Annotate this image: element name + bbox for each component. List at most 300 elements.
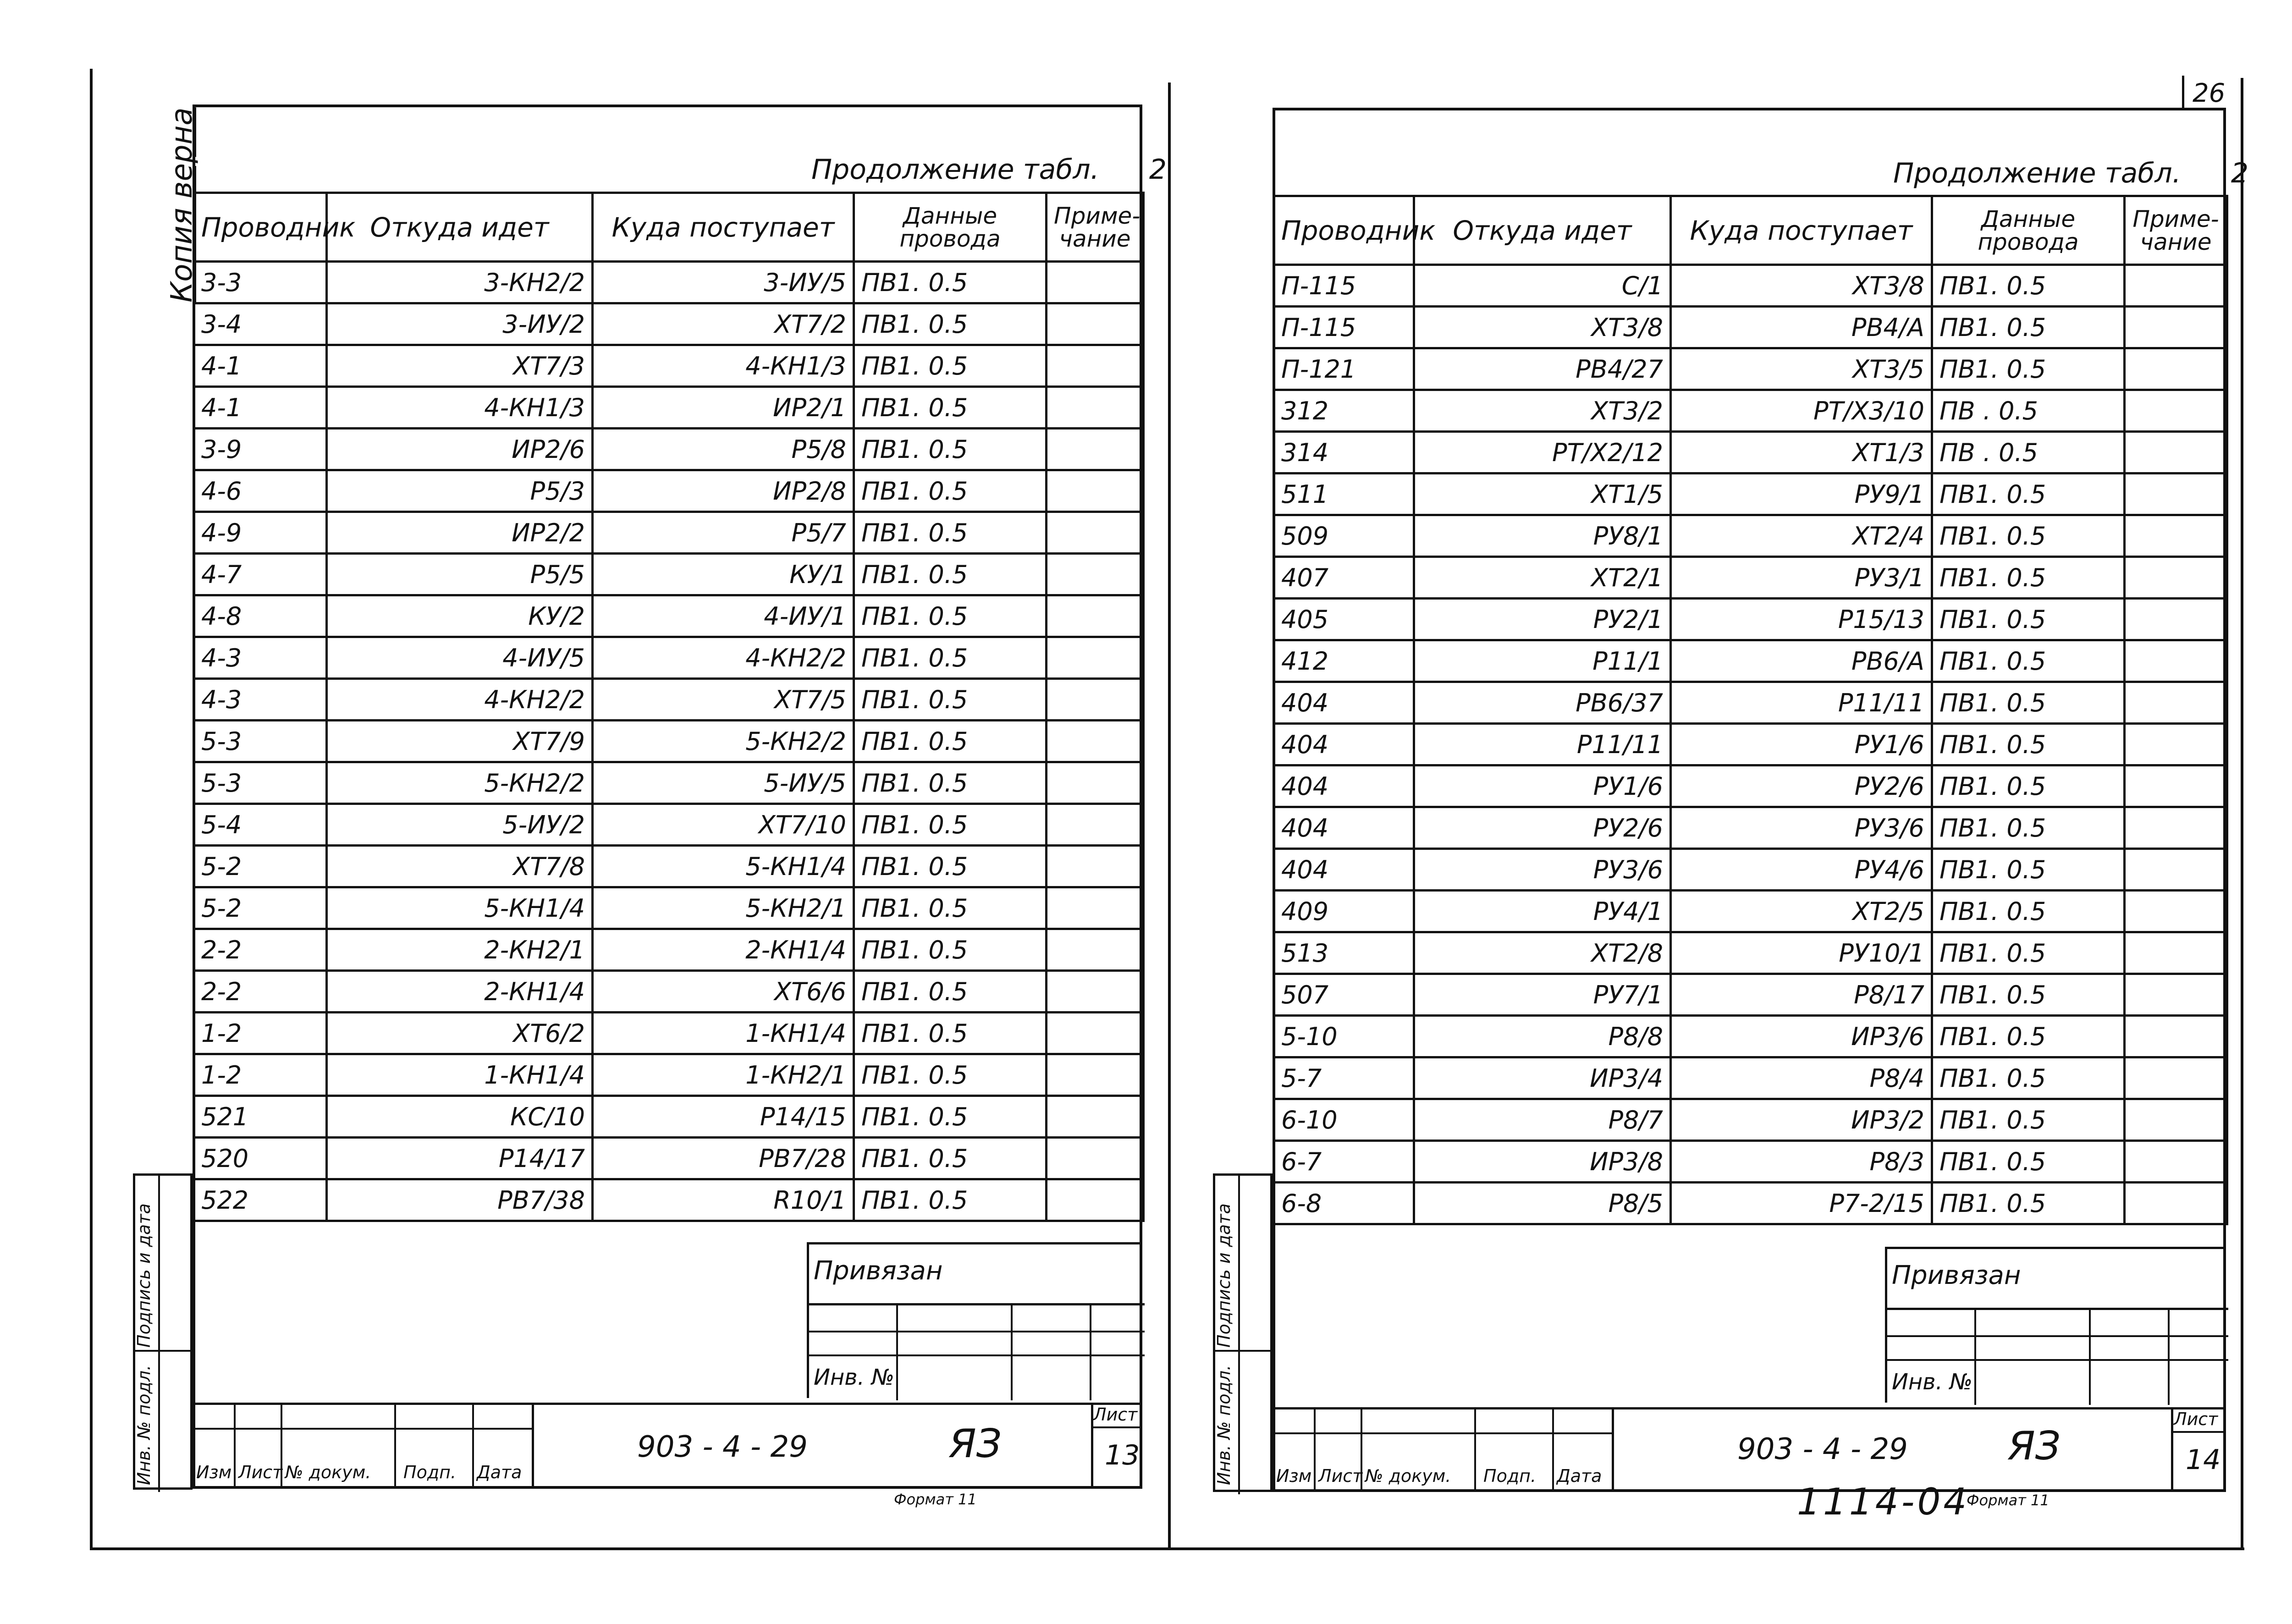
table-row bbox=[194, 1179, 1144, 1221]
table-row bbox=[194, 637, 1144, 679]
table-row bbox=[194, 721, 1144, 762]
table-row bbox=[1274, 1183, 2227, 1224]
col-header-conductor: Проводник bbox=[1274, 196, 1414, 265]
cell-wire-data: ПВ . 0.5 bbox=[1932, 432, 2125, 473]
cell-from: Р11/11 bbox=[1414, 724, 1671, 765]
cell-wire-data: ПВ1. 0.5 bbox=[854, 429, 1047, 470]
cell-conductor: 511 bbox=[1274, 473, 1414, 515]
col-header-to: Куда поступает bbox=[593, 193, 854, 262]
cell-note bbox=[1047, 1013, 1144, 1054]
table-row bbox=[194, 303, 1144, 345]
cell-note bbox=[2125, 682, 2227, 724]
left-stamp-v1 bbox=[234, 1403, 236, 1489]
table-row bbox=[194, 262, 1144, 303]
cell-note bbox=[2125, 348, 2227, 390]
cell-wire-data: ПВ1. 0.5 bbox=[854, 1179, 1047, 1221]
cell-to: ХТ7/2 bbox=[593, 303, 854, 345]
col-header-from: Откуда идет bbox=[327, 193, 593, 262]
cell-note bbox=[1047, 429, 1144, 470]
cell-conductor: 4-7 bbox=[194, 554, 327, 595]
table-row bbox=[194, 470, 1144, 512]
left-privyazan-vline-1 bbox=[896, 1303, 898, 1400]
cell-wire-data: ПВ1. 0.5 bbox=[1932, 348, 2125, 390]
right-stamp-podp: Подп. bbox=[1483, 1466, 1537, 1486]
cell-to: РУ10/1 bbox=[1671, 932, 1932, 974]
table-row bbox=[1274, 724, 2227, 765]
cell-from: ХТ2/1 bbox=[1414, 557, 1671, 599]
cell-conductor: 404 bbox=[1274, 682, 1414, 724]
cell-conductor: 5-3 bbox=[194, 721, 327, 762]
cell-conductor: 4-3 bbox=[194, 679, 327, 721]
cell-note bbox=[2125, 473, 2227, 515]
cell-conductor: 314 bbox=[1274, 432, 1414, 473]
cell-note bbox=[2125, 557, 2227, 599]
kopiya-verna-stamp: Копия верна bbox=[165, 107, 199, 303]
table-row bbox=[1274, 599, 2227, 640]
right-archive-number: 1114-04 bbox=[1797, 1481, 1970, 1523]
table-row bbox=[194, 554, 1144, 595]
cell-note bbox=[2125, 1183, 2227, 1224]
cell-conductor: 404 bbox=[1274, 765, 1414, 807]
cell-conductor: 409 bbox=[1274, 891, 1414, 932]
table-row bbox=[1274, 473, 2227, 515]
cell-from: Р11/1 bbox=[1414, 640, 1671, 682]
cell-wire-data: ПВ1. 0.5 bbox=[1932, 724, 2125, 765]
cell-from: РВ6/37 bbox=[1414, 682, 1671, 724]
cell-from: ХТ7/3 bbox=[327, 345, 593, 387]
cell-from: Р8/5 bbox=[1414, 1183, 1671, 1224]
cell-wire-data: ПВ1. 0.5 bbox=[854, 929, 1047, 971]
left-privyazan-line-3 bbox=[809, 1354, 1145, 1356]
col-header-note: Приме-чание bbox=[1047, 193, 1144, 262]
left-doc-code: 903 - 4 - 29 bbox=[637, 1430, 808, 1464]
cell-note bbox=[2125, 432, 2227, 473]
scan-left-edge bbox=[90, 69, 93, 1549]
cell-note bbox=[2125, 724, 2227, 765]
cell-note bbox=[2125, 765, 2227, 807]
cell-wire-data: ПВ1. 0.5 bbox=[854, 554, 1047, 595]
left-stamp-doc: № докум. bbox=[285, 1462, 371, 1482]
cell-conductor: 520 bbox=[194, 1138, 327, 1179]
cell-wire-data: ПВ1. 0.5 bbox=[854, 721, 1047, 762]
cell-to: Р5/7 bbox=[593, 512, 854, 554]
cell-to: ХТ7/5 bbox=[593, 679, 854, 721]
right-stamp-doc: № докум. bbox=[1365, 1466, 1451, 1486]
cell-to: 1-КН1/4 bbox=[593, 1013, 854, 1054]
cell-conductor: 4-1 bbox=[194, 345, 327, 387]
cell-note bbox=[2125, 599, 2227, 640]
cell-conductor: 3-3 bbox=[194, 262, 327, 303]
cell-to: ХТ3/8 bbox=[1671, 265, 1932, 307]
cell-wire-data: ПВ1. 0.5 bbox=[854, 262, 1047, 303]
right-inv-label: Инв. № bbox=[1892, 1369, 1973, 1395]
table-row bbox=[1274, 932, 2227, 974]
cell-to: Р8/3 bbox=[1671, 1141, 1932, 1183]
cell-conductor: П-121 bbox=[1274, 348, 1414, 390]
cell-from: ХТ1/5 bbox=[1414, 473, 1671, 515]
right-privyazan-line-1 bbox=[1887, 1308, 2228, 1310]
cell-wire-data: ПВ1. 0.5 bbox=[1932, 557, 2125, 599]
cell-wire-data: ПВ1. 0.5 bbox=[1932, 307, 2125, 348]
left-side-inv-podl: Инв. № подл. bbox=[134, 1365, 154, 1485]
cell-from: Р5/5 bbox=[327, 554, 593, 595]
cell-from: Р8/7 bbox=[1414, 1099, 1671, 1141]
cell-wire-data: ПВ1. 0.5 bbox=[854, 1054, 1047, 1096]
table-row bbox=[1274, 765, 2227, 807]
cell-from: ИР3/8 bbox=[1414, 1141, 1671, 1183]
cell-from: Р5/3 bbox=[327, 470, 593, 512]
cell-from: С/1 bbox=[1414, 265, 1671, 307]
cell-from: 4-ИУ/5 bbox=[327, 637, 593, 679]
cell-to: РТ/Х3/10 bbox=[1671, 390, 1932, 432]
cell-to: 4-КН1/3 bbox=[593, 345, 854, 387]
col-header-from: Откуда идет bbox=[1414, 196, 1671, 265]
cell-conductor: 4-8 bbox=[194, 595, 327, 637]
cell-wire-data: ПВ1. 0.5 bbox=[854, 637, 1047, 679]
cell-conductor: 521 bbox=[194, 1096, 327, 1138]
cell-conductor: 5-7 bbox=[1274, 1057, 1414, 1099]
cell-note bbox=[1047, 345, 1144, 387]
cell-from: РВ7/38 bbox=[327, 1179, 593, 1221]
cell-from: ИР2/2 bbox=[327, 512, 593, 554]
cell-to: ХТ1/3 bbox=[1671, 432, 1932, 473]
cell-note bbox=[2125, 640, 2227, 682]
cell-wire-data: ПВ1. 0.5 bbox=[854, 595, 1047, 637]
left-inv-label: Инв. № bbox=[814, 1365, 895, 1390]
cell-from: 4-КН1/3 bbox=[327, 387, 593, 429]
col-header-to: Куда поступает bbox=[1671, 196, 1932, 265]
cell-note bbox=[2125, 974, 2227, 1016]
left-sheet-number: 13 bbox=[1105, 1439, 1140, 1471]
table-row bbox=[194, 387, 1144, 429]
right-stamp-v4 bbox=[1552, 1407, 1554, 1492]
cell-note bbox=[1047, 929, 1144, 971]
cell-from: РВ4/27 bbox=[1414, 348, 1671, 390]
cell-note bbox=[1047, 887, 1144, 929]
table-row bbox=[1274, 1141, 2227, 1183]
cell-conductor: 3-4 bbox=[194, 303, 327, 345]
cell-from: 3-КН2/2 bbox=[327, 262, 593, 303]
cell-wire-data: ПВ1. 0.5 bbox=[1932, 1141, 2125, 1183]
table-row bbox=[1274, 1099, 2227, 1141]
cell-to: ХТ6/6 bbox=[593, 971, 854, 1013]
cell-to: 5-КН2/1 bbox=[593, 887, 854, 929]
left-privyazan-label: Привязан bbox=[814, 1256, 943, 1286]
cell-conductor: 5-10 bbox=[1274, 1016, 1414, 1057]
cell-from: РТ/Х2/12 bbox=[1414, 432, 1671, 473]
right-stage: ЯЗ bbox=[2008, 1423, 2061, 1469]
col-header-conductor: Проводник bbox=[194, 193, 327, 262]
left-stamp-v5 bbox=[532, 1403, 534, 1489]
scan-bottom-edge bbox=[90, 1547, 2244, 1550]
cell-note bbox=[1047, 303, 1144, 345]
table-row bbox=[1274, 891, 2227, 932]
right-stamp-v3 bbox=[1474, 1407, 1476, 1492]
cell-conductor: П-115 bbox=[1274, 307, 1414, 348]
cell-from: 3-ИУ/2 bbox=[327, 303, 593, 345]
table-row bbox=[194, 846, 1144, 887]
cell-from: 2-КН1/4 bbox=[327, 971, 593, 1013]
cell-from: КУ/2 bbox=[327, 595, 593, 637]
cell-to: Р8/17 bbox=[1671, 974, 1932, 1016]
cell-from: ХТ6/2 bbox=[327, 1013, 593, 1054]
right-privyazan-vline-2 bbox=[2089, 1308, 2091, 1405]
cell-from: Р8/8 bbox=[1414, 1016, 1671, 1057]
left-side-stamp-vline bbox=[158, 1176, 160, 1492]
cell-to: ИР3/6 bbox=[1671, 1016, 1932, 1057]
cell-note bbox=[2125, 932, 2227, 974]
table-row bbox=[194, 679, 1144, 721]
left-title-top-line bbox=[193, 1403, 1142, 1405]
cell-wire-data: ПВ1. 0.5 bbox=[1932, 891, 2125, 932]
cell-to: РУ4/6 bbox=[1671, 849, 1932, 891]
cell-note bbox=[1047, 595, 1144, 637]
cell-to: Р5/8 bbox=[593, 429, 854, 470]
cell-conductor: 412 bbox=[1274, 640, 1414, 682]
right-stamp-v5 bbox=[1612, 1407, 1614, 1492]
cell-wire-data: ПВ1. 0.5 bbox=[1932, 932, 2125, 974]
cell-wire-data: ПВ1. 0.5 bbox=[854, 1138, 1047, 1179]
right-privyazan-label: Привязан bbox=[1892, 1261, 2021, 1290]
cell-from: РУ3/6 bbox=[1414, 849, 1671, 891]
cell-wire-data: ПВ1. 0.5 bbox=[854, 1096, 1047, 1138]
right-wire-table bbox=[1273, 195, 2228, 1225]
cell-note bbox=[2125, 849, 2227, 891]
cell-conductor: 407 bbox=[1274, 557, 1414, 599]
table-row bbox=[194, 929, 1144, 971]
cell-to: РУ3/1 bbox=[1671, 557, 1932, 599]
cell-to: Р14/15 bbox=[593, 1096, 854, 1138]
left-continuation-label bbox=[811, 154, 1167, 186]
table-row bbox=[194, 887, 1144, 929]
cell-from: РУ2/1 bbox=[1414, 599, 1671, 640]
cell-conductor: 2-2 bbox=[194, 929, 327, 971]
left-stamp-data: Дата bbox=[477, 1462, 522, 1482]
cell-wire-data: ПВ1. 0.5 bbox=[1932, 599, 2125, 640]
cell-conductor: 507 bbox=[1274, 974, 1414, 1016]
cell-from: ИР3/4 bbox=[1414, 1057, 1671, 1099]
cell-wire-data: ПВ1. 0.5 bbox=[1932, 265, 2125, 307]
cell-from: 5-КН1/4 bbox=[327, 887, 593, 929]
cell-conductor: 5-4 bbox=[194, 804, 327, 846]
cell-wire-data: ПВ1. 0.5 bbox=[854, 804, 1047, 846]
right-stamp-data: Дата bbox=[1557, 1466, 1602, 1486]
right-list-label: Лист bbox=[2174, 1409, 2218, 1429]
cell-to: 5-ИУ/5 bbox=[593, 762, 854, 804]
cell-to: R10/1 bbox=[593, 1179, 854, 1221]
cell-conductor: 513 bbox=[1274, 932, 1414, 974]
table-row bbox=[194, 345, 1144, 387]
cell-note bbox=[1047, 512, 1144, 554]
cell-from: 5-ИУ/2 bbox=[327, 804, 593, 846]
cell-to: 5-КН1/4 bbox=[593, 846, 854, 887]
cell-to: ИР3/2 bbox=[1671, 1099, 1932, 1141]
cell-wire-data: ПВ1. 0.5 bbox=[854, 470, 1047, 512]
cell-wire-data: ПВ1. 0.5 bbox=[1932, 1016, 2125, 1057]
left-stamp-v4 bbox=[472, 1403, 474, 1489]
table-row bbox=[1274, 432, 2227, 473]
cell-note bbox=[1047, 721, 1144, 762]
cell-to: Р15/13 bbox=[1671, 599, 1932, 640]
cell-wire-data: ПВ1. 0.5 bbox=[854, 387, 1047, 429]
right-privyazan-vline-3 bbox=[2168, 1308, 2170, 1405]
cell-to: ХТ2/4 bbox=[1671, 515, 1932, 557]
right-side-podpis-data: Подпись и дата bbox=[1214, 1203, 1234, 1348]
cell-to: РУ9/1 bbox=[1671, 473, 1932, 515]
cell-conductor: 6-8 bbox=[1274, 1183, 1414, 1224]
cell-note bbox=[2125, 515, 2227, 557]
cell-wire-data: ПВ1. 0.5 bbox=[1932, 765, 2125, 807]
cell-to: 2-КН1/4 bbox=[593, 929, 854, 971]
cell-from: РУ2/6 bbox=[1414, 807, 1671, 849]
left-title-mid-line bbox=[193, 1428, 532, 1430]
cell-to: РУ2/6 bbox=[1671, 765, 1932, 807]
right-stamp-v6 bbox=[2171, 1407, 2173, 1492]
cell-conductor: 3-9 bbox=[194, 429, 327, 470]
right-stamp-list: Лист bbox=[1318, 1466, 1363, 1486]
table-row bbox=[194, 1054, 1144, 1096]
table-row bbox=[194, 762, 1144, 804]
cell-wire-data: ПВ1. 0.5 bbox=[854, 971, 1047, 1013]
cell-from: 1-КН1/4 bbox=[327, 1054, 593, 1096]
cell-note bbox=[1047, 554, 1144, 595]
cell-conductor: 6-10 bbox=[1274, 1099, 1414, 1141]
left-table-number: 2 bbox=[1149, 154, 1167, 186]
col-header-note: Приме-чание bbox=[2125, 196, 2227, 265]
right-format-label: Формат 11 bbox=[1967, 1492, 2050, 1509]
cell-wire-data: ПВ1. 0.5 bbox=[854, 762, 1047, 804]
right-side-stamp-divider bbox=[1215, 1350, 1275, 1352]
cell-to: 5-КН2/2 bbox=[593, 721, 854, 762]
right-stamp-v1 bbox=[1314, 1407, 1316, 1492]
cell-conductor: 405 bbox=[1274, 599, 1414, 640]
cell-wire-data: ПВ1. 0.5 bbox=[1932, 1183, 2125, 1224]
cell-note bbox=[2125, 1141, 2227, 1183]
cell-conductor: 5-2 bbox=[194, 846, 327, 887]
scan-right-edge bbox=[2241, 78, 2243, 1549]
cell-wire-data: ПВ1. 0.5 bbox=[1932, 473, 2125, 515]
left-stamp-v3 bbox=[394, 1403, 396, 1489]
cell-conductor: 404 bbox=[1274, 849, 1414, 891]
table-row bbox=[194, 512, 1144, 554]
table-row bbox=[1274, 557, 2227, 599]
cell-from: ХТ7/9 bbox=[327, 721, 593, 762]
right-privyazan-line-3 bbox=[1887, 1359, 2228, 1361]
cell-note bbox=[2125, 1016, 2227, 1057]
cell-to: РУ1/6 bbox=[1671, 724, 1932, 765]
cell-conductor: 1-2 bbox=[194, 1054, 327, 1096]
scan-middle-fold bbox=[1168, 83, 1171, 1549]
right-stamp-izm: Изм bbox=[1276, 1466, 1312, 1486]
cell-wire-data: ПВ1. 0.5 bbox=[1932, 1057, 2125, 1099]
cell-from: РУ7/1 bbox=[1414, 974, 1671, 1016]
table-row bbox=[194, 429, 1144, 470]
cell-note bbox=[1047, 804, 1144, 846]
cell-note bbox=[1047, 387, 1144, 429]
cell-conductor: 1-2 bbox=[194, 1013, 327, 1054]
cell-to: РВ4/А bbox=[1671, 307, 1932, 348]
right-table-body bbox=[1274, 265, 2227, 1224]
cell-note bbox=[1047, 971, 1144, 1013]
right-privyazan-line-2 bbox=[1887, 1335, 2228, 1337]
cell-conductor: 522 bbox=[194, 1179, 327, 1221]
left-side-podpis-data: Подпись и дата bbox=[134, 1203, 154, 1348]
cell-from: 5-КН2/2 bbox=[327, 762, 593, 804]
cell-conductor: 5-3 bbox=[194, 762, 327, 804]
cell-wire-data: ПВ1. 0.5 bbox=[854, 1013, 1047, 1054]
cell-from: 4-КН2/2 bbox=[327, 679, 593, 721]
cell-conductor: 4-3 bbox=[194, 637, 327, 679]
cell-wire-data: ПВ1. 0.5 bbox=[1932, 640, 2125, 682]
cell-note bbox=[2125, 1057, 2227, 1099]
table-row bbox=[1274, 307, 2227, 348]
cell-from: 2-КН2/1 bbox=[327, 929, 593, 971]
right-sheet-number: 14 bbox=[2186, 1444, 2221, 1476]
table-row bbox=[194, 595, 1144, 637]
left-stamp-podp: Подп. bbox=[403, 1462, 457, 1482]
cell-wire-data: ПВ1. 0.5 bbox=[854, 303, 1047, 345]
cell-note bbox=[2125, 807, 2227, 849]
cell-note bbox=[1047, 637, 1144, 679]
col-header-wire-data: Данные провода bbox=[854, 193, 1047, 262]
table-row bbox=[1274, 348, 2227, 390]
cell-conductor: 5-2 bbox=[194, 887, 327, 929]
right-privyazan-block bbox=[1885, 1247, 2226, 1403]
right-continuation-text: Продолжение табл. bbox=[1893, 157, 2181, 189]
cell-wire-data: ПВ1. 0.5 bbox=[1932, 849, 2125, 891]
cell-note bbox=[1047, 470, 1144, 512]
cell-wire-data: ПВ1. 0.5 bbox=[1932, 807, 2125, 849]
left-format-label: Формат 11 bbox=[894, 1491, 977, 1508]
cell-note bbox=[2125, 1099, 2227, 1141]
cell-from: РУ8/1 bbox=[1414, 515, 1671, 557]
cell-to: 4-ИУ/1 bbox=[593, 595, 854, 637]
table-row bbox=[1274, 1016, 2227, 1057]
left-sheet-cell-line bbox=[1091, 1426, 1142, 1428]
cell-from: РУ4/1 bbox=[1414, 891, 1671, 932]
cell-to: КУ/1 bbox=[593, 554, 854, 595]
cell-note bbox=[1047, 846, 1144, 887]
cell-note bbox=[2125, 891, 2227, 932]
cell-from: ИР2/6 bbox=[327, 429, 593, 470]
left-table-body bbox=[194, 262, 1144, 1221]
left-privyazan-line-1 bbox=[809, 1303, 1145, 1305]
right-doc-code: 903 - 4 - 29 bbox=[1737, 1432, 1908, 1466]
cell-wire-data: ПВ . 0.5 bbox=[1932, 390, 2125, 432]
cell-note bbox=[1047, 679, 1144, 721]
cell-conductor: 4-6 bbox=[194, 470, 327, 512]
cell-note bbox=[1047, 262, 1144, 303]
table-row bbox=[1274, 1057, 2227, 1099]
cell-note bbox=[1047, 1054, 1144, 1096]
right-page-corner-number: 26 bbox=[2193, 78, 2226, 108]
table-row bbox=[1274, 807, 2227, 849]
right-side-stamp-vline bbox=[1238, 1176, 1240, 1494]
cell-conductor: 312 bbox=[1274, 390, 1414, 432]
cell-wire-data: ПВ1. 0.5 bbox=[854, 512, 1047, 554]
cell-to: РВ6/А bbox=[1671, 640, 1932, 682]
cell-wire-data: ПВ1. 0.5 bbox=[854, 887, 1047, 929]
left-wire-table bbox=[193, 192, 1145, 1222]
cell-to: 1-КН2/1 bbox=[593, 1054, 854, 1096]
cell-note bbox=[2125, 390, 2227, 432]
cell-conductor: 2-2 bbox=[194, 971, 327, 1013]
cell-to: 4-КН2/2 bbox=[593, 637, 854, 679]
cell-from: ХТ2/8 bbox=[1414, 932, 1671, 974]
right-side-inv-podl: Инв. № подл. bbox=[1214, 1365, 1234, 1485]
cell-note bbox=[2125, 265, 2227, 307]
cell-to: 3-ИУ/5 bbox=[593, 262, 854, 303]
